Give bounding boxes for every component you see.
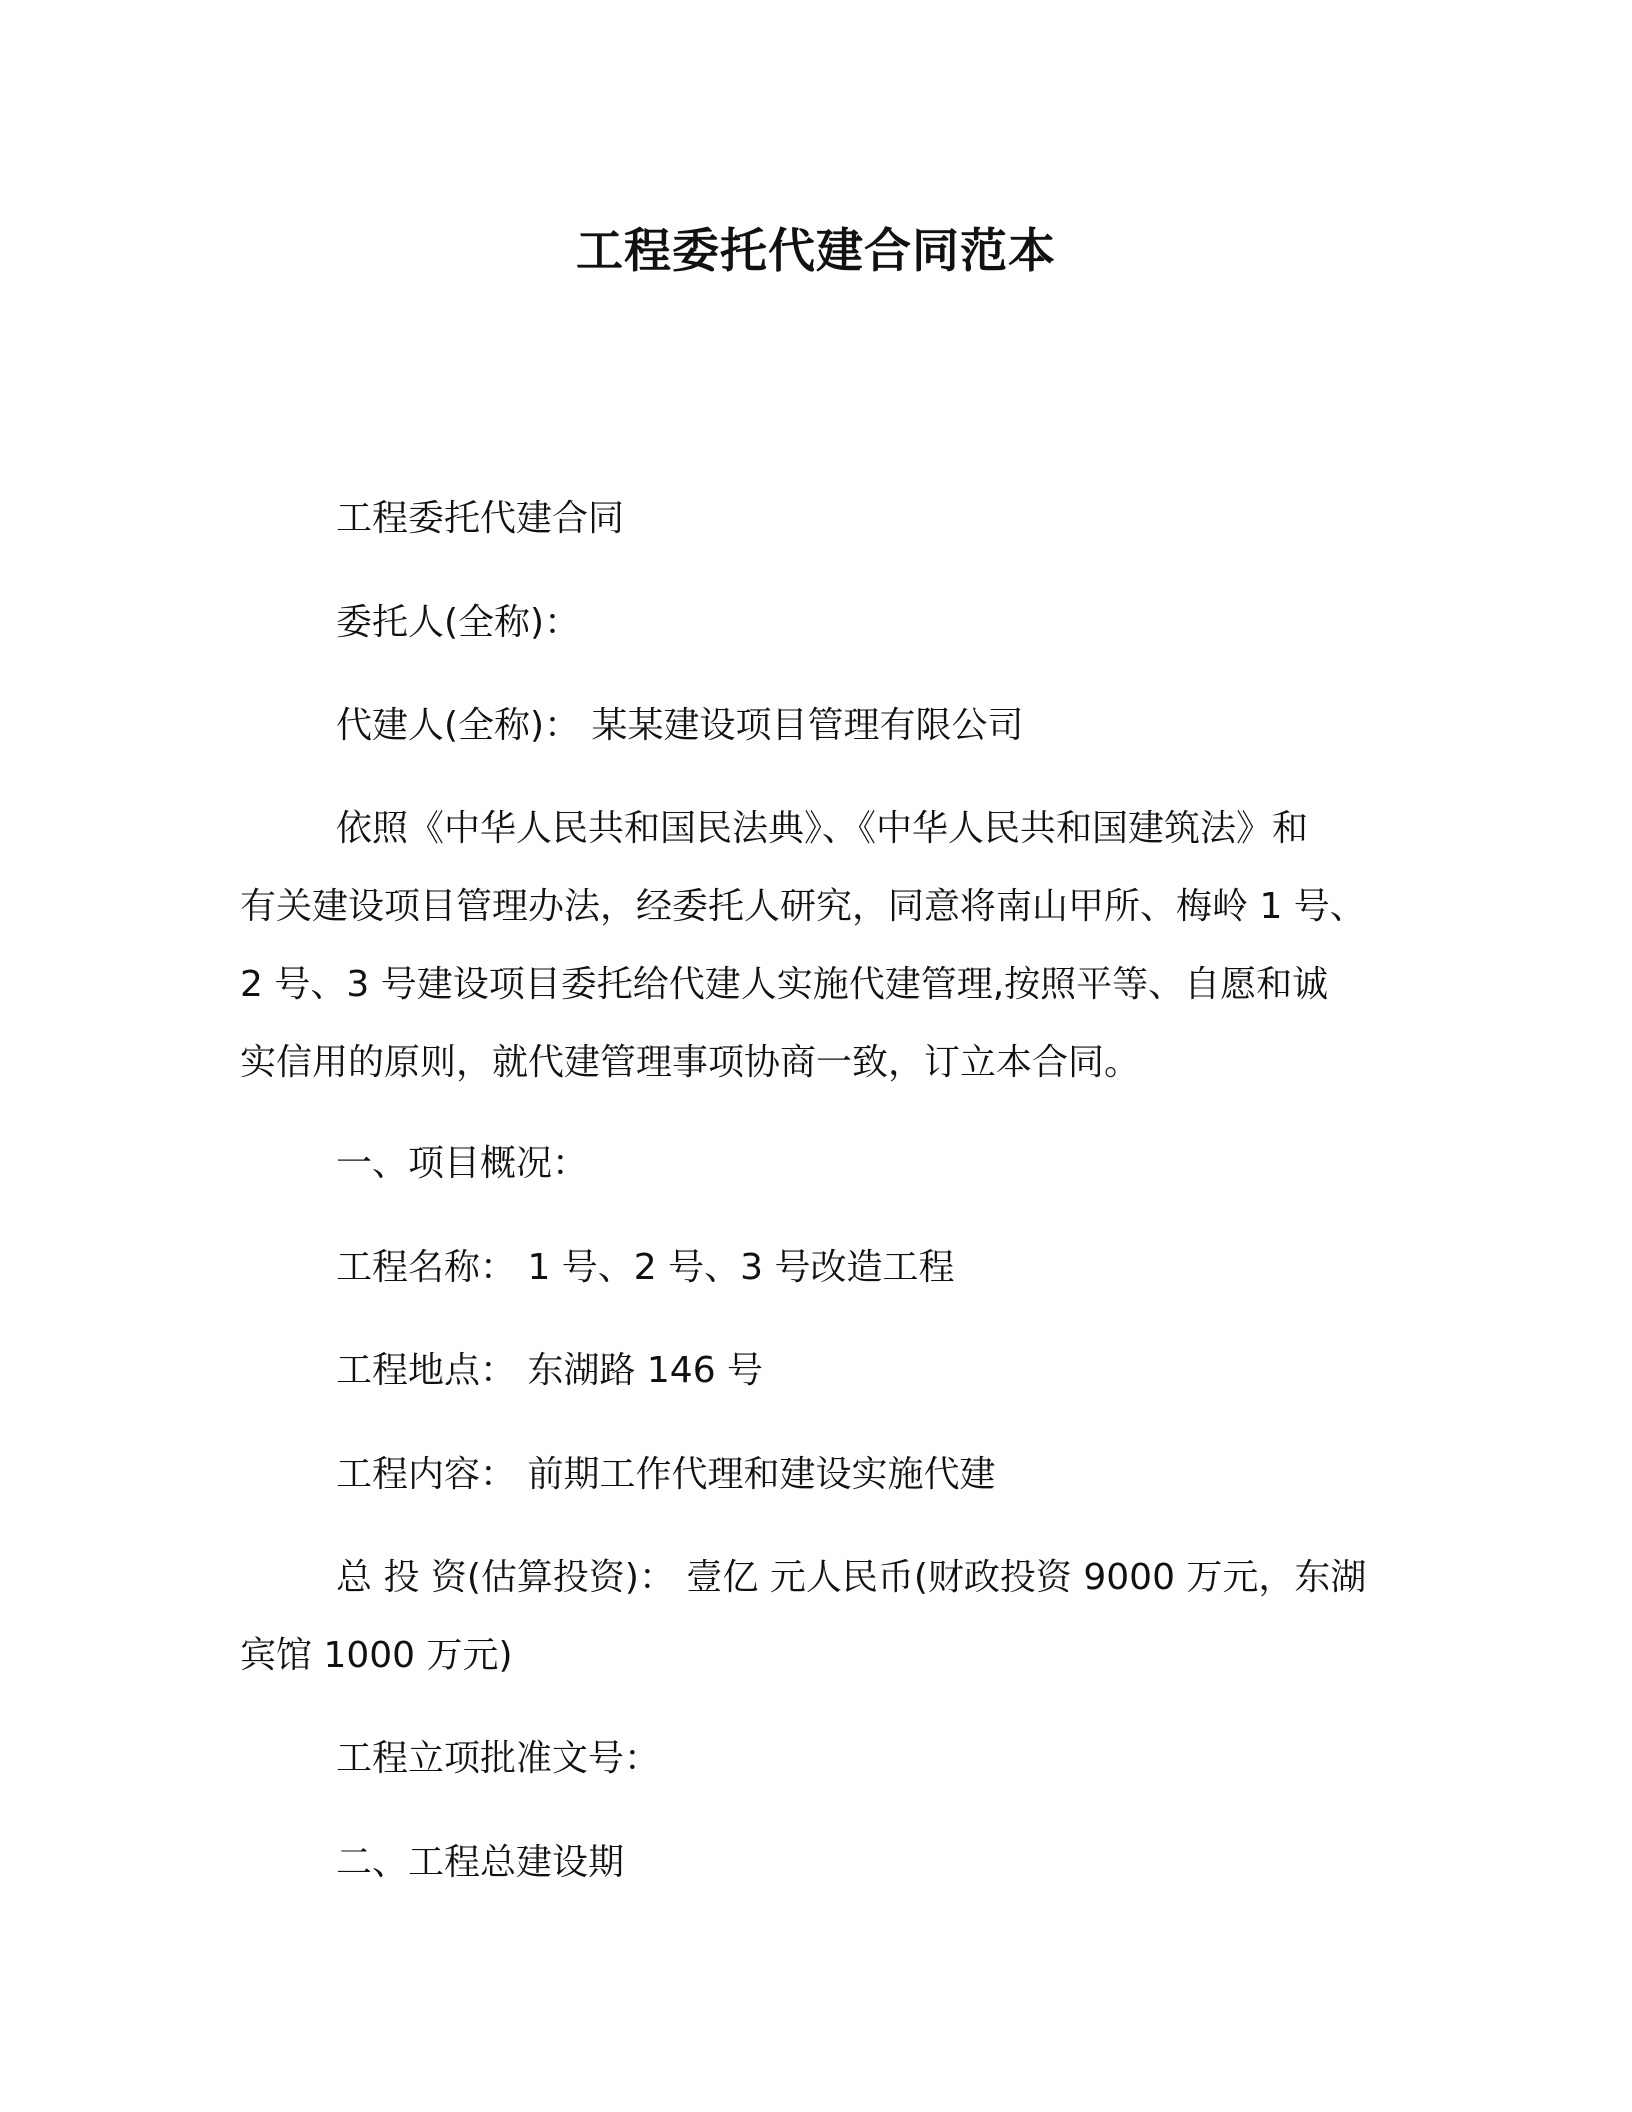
section2-heading: 二、工程总建设期: [336, 1842, 625, 1883]
agent-line: 代建人(全称)： 某某建设项目管理有限公司: [336, 705, 1024, 746]
document-title: 工程委托代建合同范本: [576, 224, 1056, 279]
project-name: 工程名称： 1 号、2 号、3 号改造工程: [336, 1247, 955, 1288]
investment-paragraph: [240, 1539, 1395, 1695]
investment-line: 总 投 资(估算投资)： 壹亿 元人民币(财政投资 9000 万元，东湖: [336, 1557, 1367, 1598]
section1-heading: 一、项目概况：: [336, 1143, 589, 1184]
principal-line: 委托人(全称)：: [336, 602, 581, 643]
project-location: 工程地点： 东湖路 146 号: [336, 1350, 764, 1391]
contract-name: 工程委托代建合同: [336, 498, 625, 539]
preamble-line: 依照《中华人民共和国民法典》、《中华人民共和国建筑法》和: [336, 808, 1309, 849]
preamble-line: 实信用的原则，就代建管理事项协商一致，订立本合同。: [240, 1042, 1141, 1083]
preamble-paragraph: [240, 790, 1395, 1102]
investment-line: 宾馆 1000 万元): [240, 1635, 513, 1676]
project-content: 工程内容： 前期工作代理和建设实施代建: [336, 1454, 996, 1495]
approval-number: 工程立项批准文号：: [336, 1738, 661, 1779]
preamble-line: 有关建设项目管理办法，经委托人研究，同意将南山甲所、梅岭 1 号、: [240, 886, 1366, 927]
preamble-line: 2 号、3 号建设项目委托给代建人实施代建管理,按照平等、自愿和诚: [240, 964, 1329, 1005]
